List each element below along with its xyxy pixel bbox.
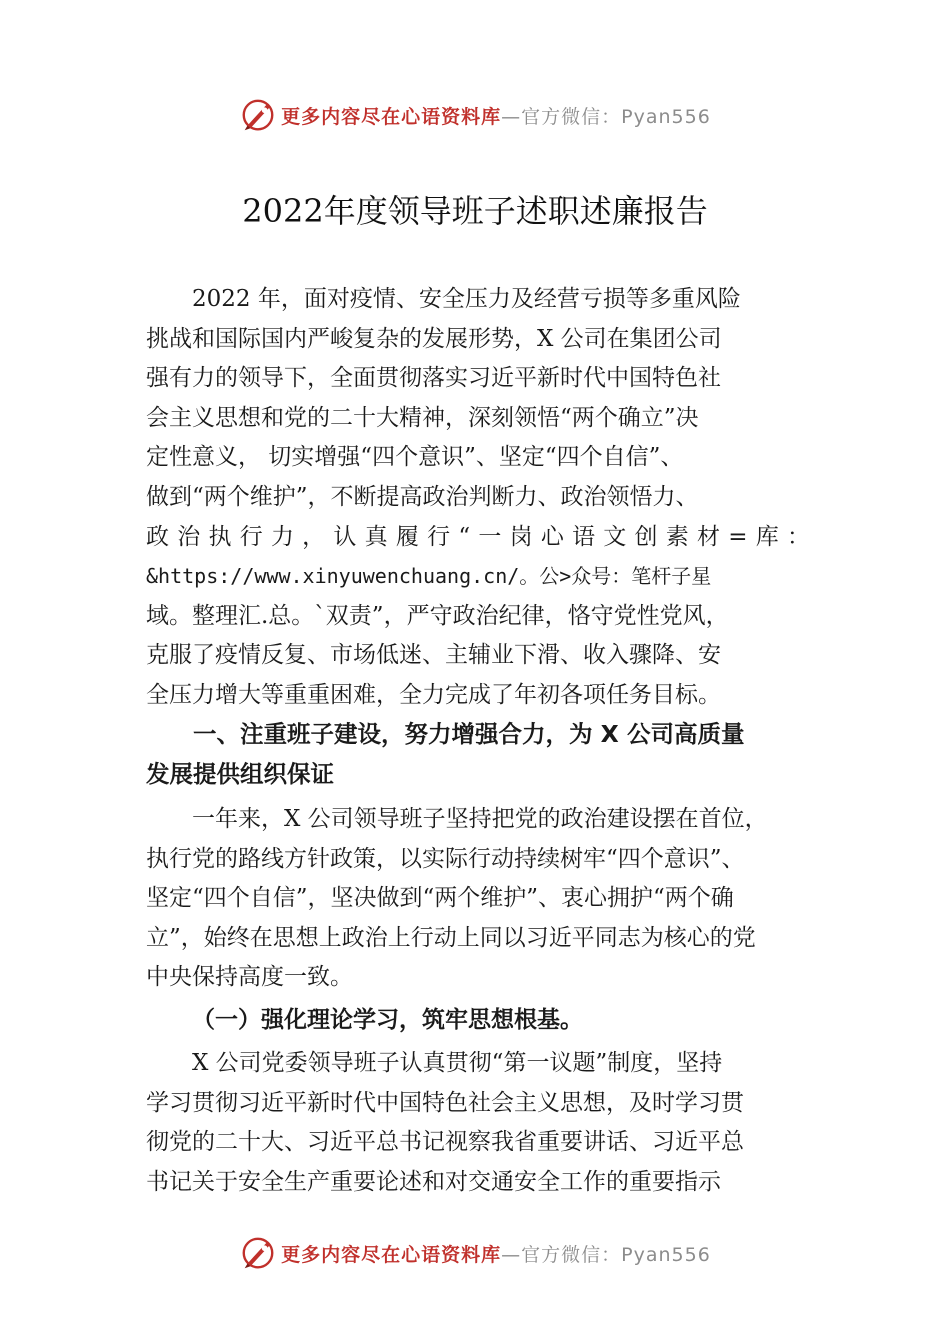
text-line: 克服了疫情反复、市场低迷、主辅业下滑、收入骤降、安 [146, 642, 721, 669]
heading-line: （一）强化理论学习，筑牢思想根基。 [192, 1006, 583, 1033]
banner-brand-text: 更多内容尽在心语资料库 [281, 1243, 502, 1266]
text-line: 2022 年，面对疫情、安全压力及经营亏损等多重风险 [192, 286, 741, 312]
text-line: 会主义思想和党的二十大精神，深刻领悟“两个确立”决 [146, 404, 699, 431]
text-line: 彻党的二十大、习近平总书记视察我省重要讲话、习近平总 [146, 1129, 744, 1156]
subsection-paragraph [146, 1044, 810, 1202]
pen-logo-icon [239, 96, 277, 134]
text-line: X 公司党委领导班子认真贯彻“第一议题”制度，坚持 [192, 1050, 723, 1076]
section-heading-1 [146, 714, 810, 794]
banner-wechat-text: —官方微信：Pyan556 [501, 105, 711, 128]
subsection-heading [146, 1000, 810, 1040]
banner-wechat-text: —官方微信：Pyan556 [501, 1243, 711, 1266]
text-line: 域。整理汇.总。`双责”，严守政治纪律，恪守党性党风， [146, 602, 729, 629]
section-1-paragraph [146, 800, 810, 998]
text-line: 立”，始终在思想上政治上行动上同以习近平同志为核心的党 [146, 924, 756, 951]
heading-line: 一、注重班子建设，努力增强合力，为 X 公司高质量 [193, 720, 745, 748]
footer-watermark-banner [0, 1228, 950, 1278]
text-line: 学习贯彻习近平新时代中国特色社会主义思想，及时学习贯 [146, 1089, 744, 1116]
text-line: 全压力增大等重重困难，全力完成了年初各项任务目标。 [146, 681, 721, 708]
text-line: 挑战和国际国内严峻复杂的发展形势，X 公司在集团公司 [146, 325, 722, 352]
text-line: 坚定“四个自信”，坚决做到“两个维护”、衷心拥护“两个确 [146, 885, 734, 912]
text-line: 政治执行力，认真履行“一岗心语文创素材=库： [146, 523, 810, 550]
text-line: 中央保持高度一致。 [146, 964, 353, 991]
document-title: 2022年度领导班子述职述廉报告 [242, 192, 708, 230]
text-line: 做到“两个维护”，不断提高政治判断力、政治领悟力、 [146, 483, 699, 510]
text-line: 书记关于安全生产重要论述和对交通安全工作的重要指示 [146, 1168, 721, 1195]
text-line: 定性意义， 切实增强“四个意识”、坚定“四个自信”、 [146, 444, 684, 471]
text-line-url: &https://www.xinyuwenchuang.cn/。公>众号：笔杆子星 [146, 564, 712, 589]
text-line: 强有力的领导下，全面贯彻落实习近平新时代中国特色社 [146, 365, 721, 392]
pen-logo-icon [239, 1234, 277, 1272]
heading-line: 发展提供组织保证 [146, 760, 334, 788]
header-watermark-banner [0, 90, 950, 140]
banner-brand-text: 更多内容尽在心语资料库 [281, 105, 502, 128]
text-line: 执行党的路线方针政策，以实际行动持续树牢“四个意识”、 [146, 845, 745, 872]
text-line: 一年来，X 公司领导班子坚持把党的政治建设摆在首位， [192, 806, 768, 832]
intro-paragraph [146, 280, 810, 716]
